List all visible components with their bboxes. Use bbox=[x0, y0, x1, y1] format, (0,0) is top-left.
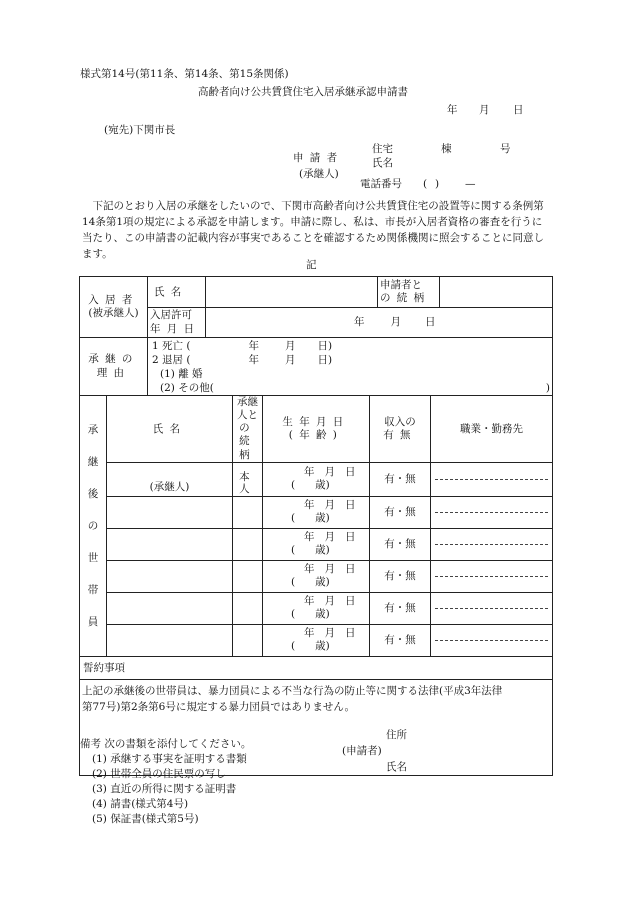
member-relation-cell[interactable] bbox=[233, 592, 263, 624]
table-row bbox=[80, 528, 553, 560]
job-cell[interactable] bbox=[431, 592, 553, 624]
table-row bbox=[80, 592, 553, 624]
reason-death: 1 死亡 ( bbox=[152, 340, 191, 352]
col-income-header: 収入の 有無 bbox=[370, 396, 431, 463]
job-dash-line bbox=[435, 544, 548, 545]
document-title: 高齢者向け公共賃貸住宅入居承継承認申請書 bbox=[198, 86, 408, 98]
reason-moveout-line: 2 退居 ( 年 月 日) bbox=[152, 354, 333, 366]
income-cell[interactable]: 有・無 bbox=[370, 496, 431, 528]
member-relation-cell[interactable] bbox=[233, 560, 263, 592]
pledge-text-1: 上記の承継後の世帯員は、暴力団員による不当な行為の防止等に関する法律(平成3年法律 bbox=[82, 684, 503, 697]
note-item: (1) 承継する事実を証明する書類 bbox=[92, 753, 247, 765]
col-name-header: 氏名 bbox=[107, 396, 233, 463]
applicant-sublabel: (承継人) bbox=[299, 168, 339, 180]
successor-relation-cell[interactable]: 本人 bbox=[233, 462, 263, 496]
birth-cell[interactable]: 年 月 日 ( 歳) bbox=[263, 528, 370, 560]
birth-cell[interactable]: 年 月 日 ( 歳) bbox=[263, 592, 370, 624]
note-item: (5) 保証書(様式第5号) bbox=[92, 813, 199, 825]
permit-label-2: 年月日 bbox=[150, 322, 201, 335]
date-day-label: 日 bbox=[513, 104, 524, 116]
reason-divorce: (1) 離 婚 bbox=[160, 368, 203, 380]
birth-cell[interactable]: 年 月 日 ( 歳) bbox=[263, 624, 370, 656]
job-cell[interactable] bbox=[431, 528, 553, 560]
job-dash-line bbox=[435, 608, 548, 609]
reason-death-line: 1 死亡 ( 年 月 日) bbox=[152, 340, 333, 352]
phone-paren-open: ( bbox=[423, 178, 428, 190]
birth-cell[interactable]: 年 月 日 ( 歳) bbox=[263, 496, 370, 528]
note-item: (2) 世帯全員の住民票の写し bbox=[92, 768, 226, 780]
income-cell[interactable]: 有・無 bbox=[370, 528, 431, 560]
table-row bbox=[80, 496, 553, 528]
job-cell[interactable] bbox=[431, 496, 553, 528]
relation-value[interactable] bbox=[440, 277, 553, 308]
notes-block bbox=[80, 738, 251, 828]
addressee: (宛先)下関市長 bbox=[104, 124, 176, 136]
job-dash-line bbox=[435, 576, 548, 577]
note-item: (4) 請書(様式第4号) bbox=[92, 798, 189, 810]
permit-date-value[interactable] bbox=[206, 308, 553, 338]
permit-label-cell bbox=[148, 308, 206, 338]
birth-cell[interactable]: 年 月 日 ( 歳) bbox=[263, 462, 370, 496]
ki-label: 記 bbox=[306, 259, 317, 271]
table-row bbox=[80, 462, 553, 496]
member-name-cell[interactable] bbox=[107, 560, 233, 592]
resident-label-cell bbox=[80, 277, 148, 338]
intro-paragraph: 下記のとおり入居の承継をしたいので、下関市高齢者向け公共賃貸住宅の設置等に関する条例第14条第1項の規定による承認を申請します。申請に際し、私は、市長が入居者資格の審査を行うに当たり、この申請書の記載内容が事実であることを確認するため関係機関に照会することに同意します。 bbox=[82, 200, 544, 260]
member-name-cell[interactable] bbox=[107, 496, 233, 528]
successor-name-cell[interactable]: (承継人) bbox=[107, 462, 233, 496]
resident-name-label: 氏名 bbox=[154, 285, 188, 298]
table-row bbox=[80, 560, 553, 592]
job-dash-line bbox=[435, 479, 548, 480]
reason-label-cell bbox=[80, 338, 148, 396]
reason-moveout: 2 退居 ( bbox=[152, 354, 191, 366]
notes-heading: 備考 次の書類を添付してください。 bbox=[80, 738, 252, 750]
income-cell[interactable]: 有・無 bbox=[370, 624, 431, 656]
applicant-label: 申請者 bbox=[293, 152, 344, 164]
member-relation-cell[interactable] bbox=[233, 528, 263, 560]
phone-paren-close: ) bbox=[435, 178, 440, 190]
date-year-label: 年 bbox=[447, 104, 458, 116]
member-relation-cell[interactable] bbox=[233, 496, 263, 528]
relation-label-1: 申請者と bbox=[380, 278, 422, 291]
col-birth-header: 生年月日 (年齢) bbox=[263, 396, 370, 463]
reason-cell[interactable] bbox=[148, 338, 553, 396]
reason-label-2: 理由 bbox=[96, 366, 131, 379]
relation-label-2: の続柄 bbox=[380, 292, 431, 304]
member-name-cell[interactable] bbox=[107, 592, 233, 624]
table-row bbox=[80, 624, 553, 656]
member-name-cell[interactable] bbox=[107, 624, 233, 656]
job-dash-line bbox=[435, 512, 548, 513]
job-dash-line bbox=[435, 640, 548, 641]
applicant-address-label: 住宅 bbox=[372, 143, 393, 155]
applicant-building-label: 棟 bbox=[441, 143, 452, 155]
pledge-heading: 誓約事項 bbox=[83, 661, 125, 674]
permit-day: 日 bbox=[425, 316, 436, 329]
reason-label-1: 承継の bbox=[88, 353, 139, 366]
income-cell[interactable]: 有・無 bbox=[370, 592, 431, 624]
pledge-heading-cell bbox=[80, 656, 553, 679]
permit-month: 月 bbox=[390, 316, 401, 329]
resident-label: 入居者 bbox=[88, 293, 139, 306]
income-cell[interactable]: 有・無 bbox=[370, 462, 431, 496]
household-vertical-label: 承 継 後 の 世 帯 員 bbox=[80, 396, 107, 657]
resident-name-value[interactable] bbox=[206, 277, 378, 308]
reason-other: (2) その他( bbox=[160, 382, 214, 394]
pledge-applicant-label: (申請者) bbox=[342, 744, 382, 757]
col-job-header: 職業・勤務先 bbox=[431, 396, 553, 463]
income-cell[interactable]: 有・無 bbox=[370, 560, 431, 592]
job-cell[interactable] bbox=[431, 560, 553, 592]
application-table bbox=[79, 276, 553, 776]
reason-other-close: ) bbox=[545, 382, 550, 394]
relation-label-cell bbox=[378, 277, 440, 308]
form-number: 様式第14号(第11条、第14条、第15条関係) bbox=[80, 68, 289, 80]
member-relation-cell[interactable] bbox=[233, 624, 263, 656]
reason-other-line bbox=[152, 381, 548, 395]
member-name-cell[interactable] bbox=[107, 528, 233, 560]
pledge-name-label: 氏名 bbox=[386, 760, 407, 773]
permit-year: 年 bbox=[354, 316, 365, 329]
resident-name-label-cell bbox=[148, 277, 206, 308]
permit-label-1: 入居許可 bbox=[150, 309, 192, 322]
resident-sublabel: (被承継人) bbox=[88, 307, 139, 319]
birth-cell[interactable]: 年 月 日 ( 歳) bbox=[263, 560, 370, 592]
phone-dash: — bbox=[465, 178, 476, 190]
phone-label: 電話番号 bbox=[360, 178, 402, 190]
pledge-address-label: 住所 bbox=[386, 728, 407, 741]
pledge-text-2: 第77号)第2条第6号に規定する暴力団員ではありません。 bbox=[82, 700, 355, 713]
job-cell[interactable] bbox=[431, 624, 553, 656]
date-month-label: 月 bbox=[479, 104, 490, 116]
col-relation-header: 承継人と の続柄 bbox=[233, 396, 263, 463]
applicant-name-label: 氏名 bbox=[372, 157, 393, 169]
job-cell[interactable] bbox=[431, 462, 553, 496]
note-item: (3) 直近の所得に関する証明書 bbox=[92, 783, 237, 795]
applicant-room-label: 号 bbox=[500, 143, 511, 155]
